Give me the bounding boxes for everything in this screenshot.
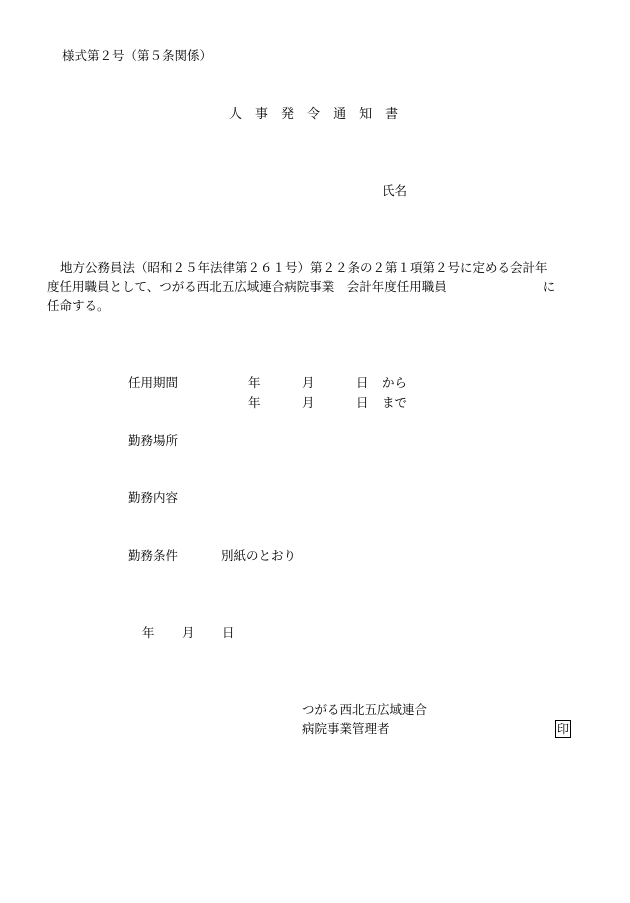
statement-line-2-text: 度任用職員として、つがる西北五広域連合病院事業 会計年度任用職員 (47, 279, 447, 294)
seal-mark: 印 (556, 722, 569, 736)
period-from: から (382, 375, 408, 390)
recipient-name-label: 氏名 (382, 183, 408, 198)
statement-line-2 (47, 277, 587, 296)
statement-line-1: 地方公務員法（昭和２５年法律第２６１号）第２２条の２第１項第２号に定める会計年 (60, 260, 548, 275)
statement-line-3: 任命する。 (47, 298, 110, 313)
issuer-title: 病院事業管理者 (302, 721, 390, 736)
period-start-day: 日 (356, 375, 369, 390)
title-char: 書 (385, 107, 399, 122)
period-start-year: 年 (248, 375, 261, 390)
document-title (229, 105, 398, 124)
conditions-value: 別紙のとおり (221, 548, 297, 563)
title-char: 令 (307, 107, 321, 122)
statement-line-2-end: に (542, 279, 556, 294)
duties-label: 勤務内容 (128, 490, 179, 505)
title-char: 事 (255, 107, 269, 122)
form-number: 様式第２号（第５条関係） (62, 48, 213, 63)
issue-date-month: 月 (182, 625, 195, 640)
period-to: まで (382, 395, 408, 410)
title-char: 人 (229, 107, 243, 122)
period-start-month: 月 (302, 375, 315, 390)
issue-date-day: 日 (222, 625, 235, 640)
issue-date-year: 年 (142, 625, 155, 640)
period-end-month: 月 (302, 395, 315, 410)
period-label: 任用期間 (128, 375, 179, 390)
title-char: 発 (281, 107, 295, 122)
period-end-year: 年 (248, 395, 261, 410)
conditions-label: 勤務条件 (128, 548, 179, 563)
title-char: 通 (333, 107, 347, 122)
workplace-label: 勤務場所 (128, 433, 179, 448)
issuer-organization: つがる西北五広域連合 (302, 702, 428, 717)
period-end-day: 日 (356, 395, 369, 410)
title-char: 知 (359, 107, 373, 122)
appointment-statement (47, 258, 587, 315)
